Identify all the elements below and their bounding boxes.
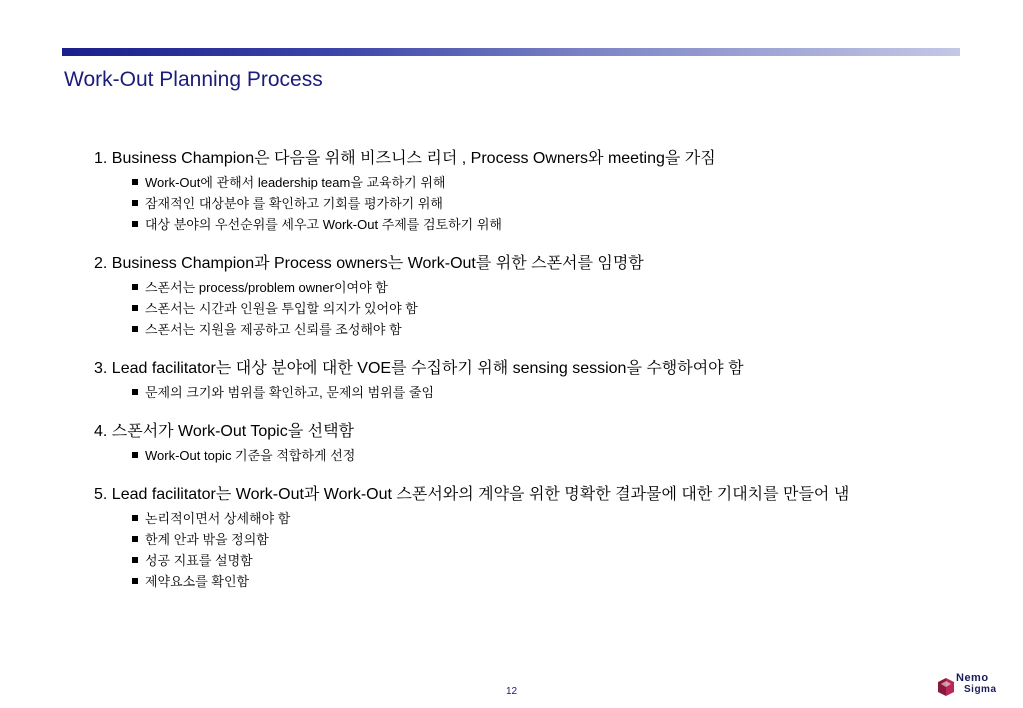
bullet-item: 대상 분야의 우선순위를 세우고 Work-Out 주제를 검토하기 위해 (94, 214, 934, 235)
square-bullet-icon (132, 557, 138, 563)
bullet-list (94, 445, 934, 466)
bullet-item: 성공 지표를 설명함 (94, 550, 934, 571)
square-bullet-icon (132, 305, 138, 311)
bullet-list (94, 277, 934, 340)
square-bullet-icon (132, 536, 138, 542)
slide-body (94, 148, 934, 610)
square-bullet-icon (132, 284, 138, 290)
bullet-item: Work-Out에 관해서 leadership team을 교육하기 위해 (94, 172, 934, 193)
section-1 (94, 148, 934, 235)
section-4 (94, 421, 934, 466)
section-heading: 5. Lead facilitator는 Work-Out과 Work-Out 스폰서와의 계약을 위한 명확한 결과물에 대한 기대치를 만들어 냄 (94, 486, 850, 503)
bullet-item: Work-Out topic 기준을 적합하게 선정 (94, 445, 934, 466)
page-number: 12 (505, 686, 518, 697)
bullet-item: 제약요소를 확인함 (94, 571, 934, 592)
bullet-list (94, 508, 934, 592)
section-heading: 3. Lead facilitator는 대상 분야에 대한 VOE를 수집하기 위해 sensing session을 수행하여야 함 (94, 360, 744, 377)
section-5 (94, 484, 934, 592)
section-2 (94, 253, 934, 340)
company-logo (936, 672, 996, 702)
nemo-logo-icon (936, 676, 956, 698)
bullet-item: 스폰서는 process/problem owner이여야 함 (94, 277, 934, 298)
bullet-list (94, 172, 934, 235)
square-bullet-icon (132, 179, 138, 185)
bullet-item: 스폰서는 시간과 인원을 투입할 의지가 있어야 함 (94, 298, 934, 319)
square-bullet-icon (132, 515, 138, 521)
square-bullet-icon (132, 221, 138, 227)
bullet-item: 한계 안과 밖을 정의함 (94, 529, 934, 550)
square-bullet-icon (132, 452, 138, 458)
slide-title: Work-Out Planning Process (64, 68, 323, 91)
logo-text-line1: Nemo (956, 672, 989, 684)
bullet-item: 문제의 크기와 범위를 확인하고, 문제의 범위를 줄임 (94, 382, 934, 403)
bullet-item: 스폰서는 지원을 제공하고 신뢰를 조성해야 함 (94, 319, 934, 340)
logo-text-line2: Sigma (964, 684, 997, 695)
section-heading: 1. Business Champion은 다음을 위해 비즈니스 리더 , Process Owners와 meeting을 가짐 (94, 150, 716, 167)
bullet-item: 잠재적인 대상분야 를 확인하고 기회를 평가하기 위해 (94, 193, 934, 214)
square-bullet-icon (132, 200, 138, 206)
header-gradient-bar (62, 48, 960, 56)
square-bullet-icon (132, 578, 138, 584)
section-heading: 2. Business Champion과 Process owners는 Work-Out를 위한 스폰서를 임명함 (94, 255, 644, 272)
section-heading: 4. 스폰서가 Work-Out Topic을 선택함 (94, 423, 354, 440)
bullet-list (94, 382, 934, 403)
bullet-item: 논리적이면서 상세해야 함 (94, 508, 934, 529)
square-bullet-icon (132, 389, 138, 395)
section-3 (94, 358, 934, 403)
square-bullet-icon (132, 326, 138, 332)
